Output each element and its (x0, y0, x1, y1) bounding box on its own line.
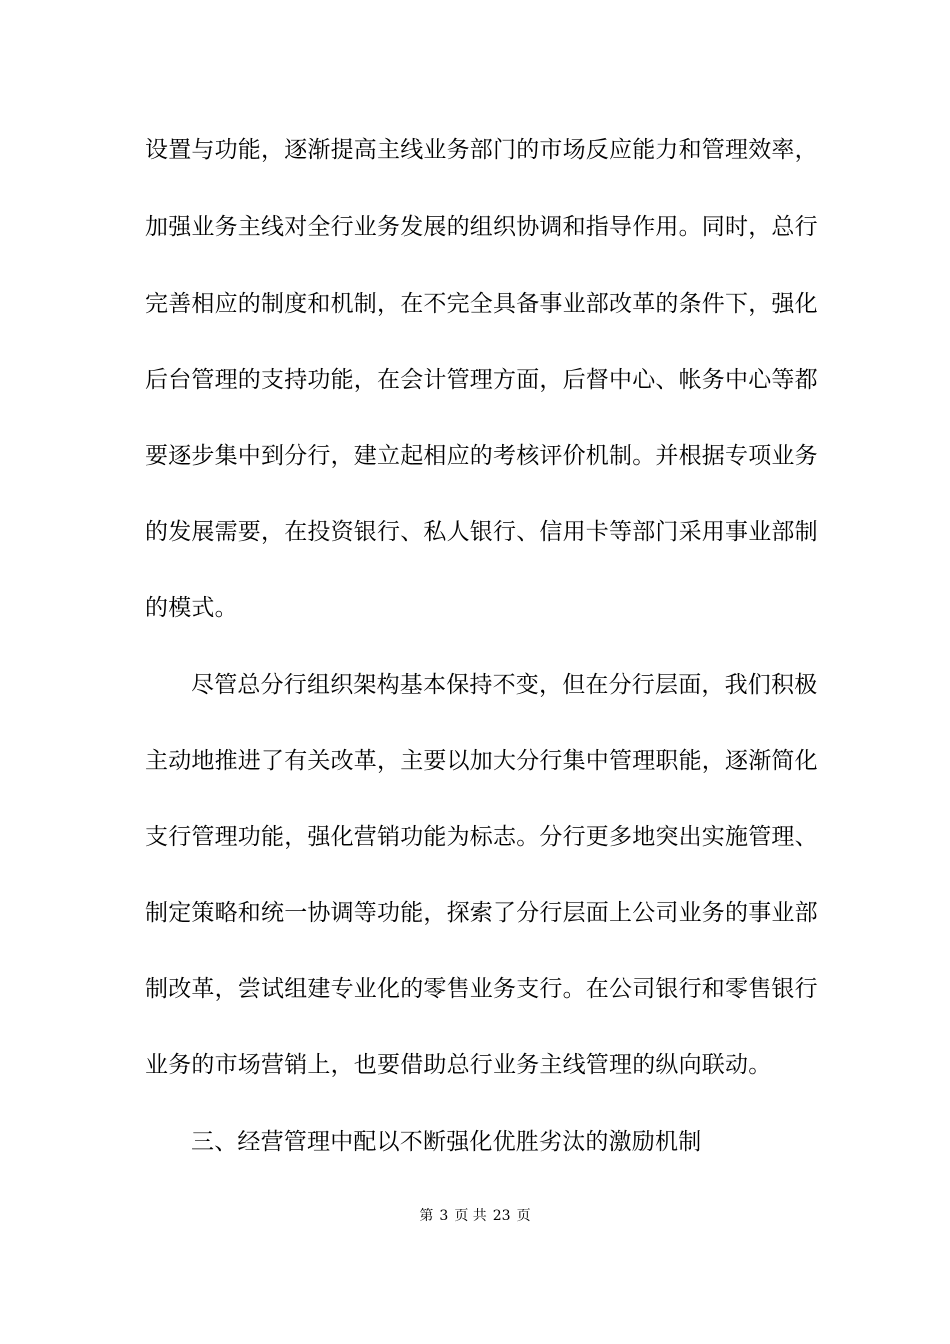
body-text-line: 加强业务主线对全行业务发展的组织协调和指导作用。同时，总行 (145, 214, 818, 240)
body-text-line: 支行管理功能，强化营销功能为标志。分行更多地突出实施管理、 (145, 824, 818, 850)
body-text-line: 设置与功能，逐渐提高主线业务部门的市场反应能力和管理效率， (145, 137, 818, 163)
footer-total-pages: 23 (492, 1208, 511, 1224)
footer-middle: 页 共 (454, 1208, 487, 1224)
body-text-line: 主动地推进了有关改革，主要以加大分行集中管理职能，逐渐简化 (145, 748, 818, 774)
body-text-line: 完善相应的制度和机制，在不完全具备事业部改革的条件下，强化 (145, 291, 818, 317)
body-text-line: 要逐步集中到分行，建立起相应的考核评价机制。并根据专项业务 (145, 443, 818, 469)
body-text-line: 的模式。 (145, 595, 238, 621)
body-text-line: 的发展需要，在投资银行、私人银行、信用卡等部门采用事业部制 (145, 519, 818, 545)
body-text-line: 制定策略和统一协调等功能，探索了分行层面上公司业务的事业部 (145, 900, 818, 926)
paragraph-first-line-text: 尽管总分行组织架构基本保持不变，但在分行层面，我们积极 (191, 672, 818, 698)
body-text-line: 后台管理的支持功能，在会计管理方面，后督中心、帐务中心等都 (145, 367, 818, 393)
body-text-line: 业务的市场营销上，也要借助总行业务主线管理的纵向联动。 (145, 1052, 772, 1078)
footer-prefix: 第 (419, 1208, 434, 1224)
section-heading: 三、经营管理中配以不断强化优胜劣汰的激励机制 (191, 1129, 702, 1155)
paragraph-first-line (191, 670, 818, 700)
page-footer (0, 1206, 950, 1226)
body-text-line: 制改革，尝试组建专业化的零售业务支行。在公司银行和零售银行 (145, 976, 818, 1002)
footer-page-number: 3 (439, 1208, 449, 1224)
footer-suffix: 页 (516, 1208, 531, 1224)
